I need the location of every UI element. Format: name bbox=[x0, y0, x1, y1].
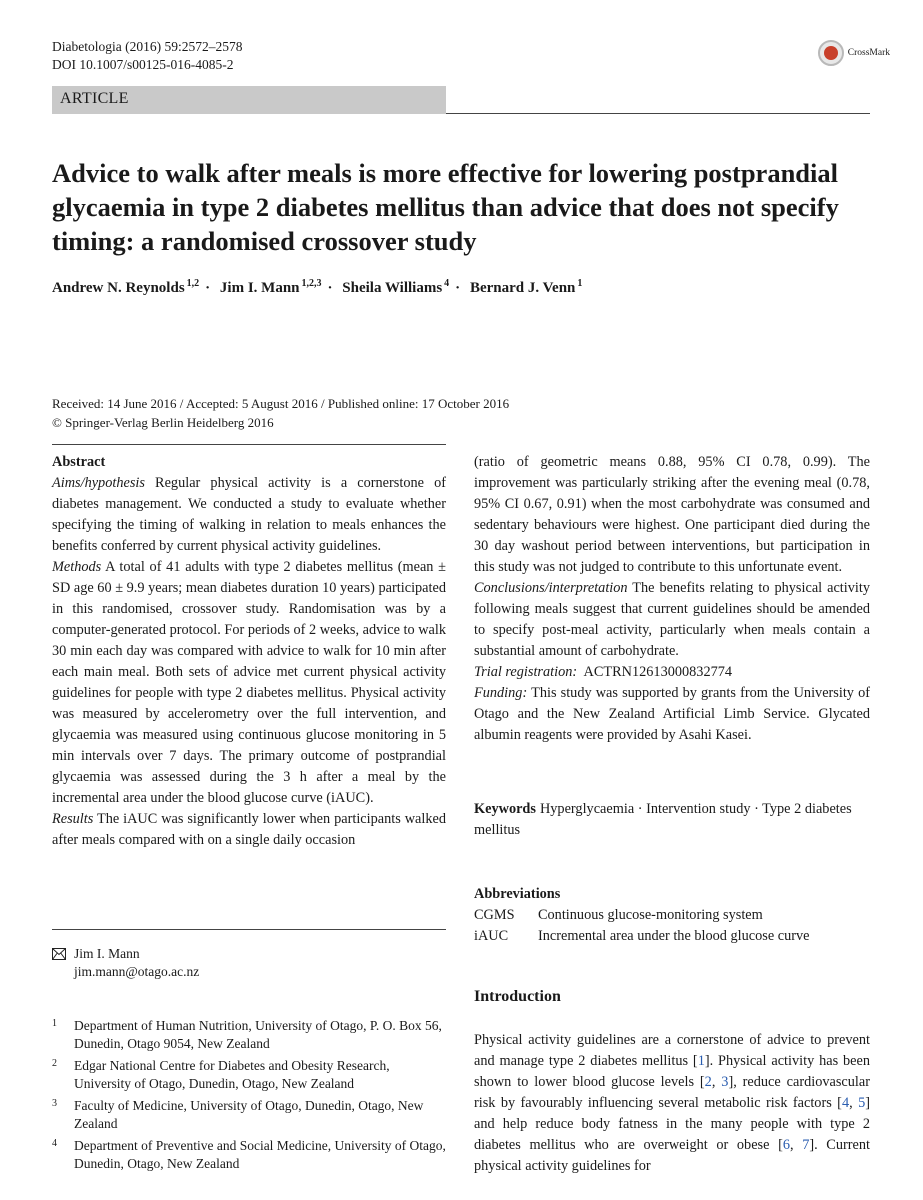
affiliation-footnote bbox=[52, 1137, 446, 1173]
affiliation-number: 4 bbox=[52, 1138, 57, 1149]
intro-text: , bbox=[849, 1095, 859, 1111]
keywords bbox=[474, 799, 870, 841]
header-rule bbox=[446, 113, 870, 114]
citation-link[interactable]: 6 bbox=[782, 1137, 790, 1153]
author-name[interactable]: Bernard J. Venn bbox=[469, 280, 576, 296]
journal-citation: Diabetologia (2016) 59:2572–2578 bbox=[52, 39, 243, 54]
abbreviation-row bbox=[474, 905, 870, 926]
intro-text: ]. Physical activity has been shown to lower blood glucose levels [ bbox=[474, 1053, 870, 1090]
footnote-rule bbox=[52, 929, 446, 930]
conclusions-text: The benefits relating to physical activity following meals suggest that current guidelines should be amended to specify post-meal activity, particularly when meals contain a substantial amount of carbohydrate. bbox=[474, 580, 870, 659]
crossmark-badge[interactable] bbox=[818, 40, 890, 66]
affiliation-number: 1 bbox=[52, 1018, 57, 1029]
affiliation-number: 2 bbox=[52, 1058, 57, 1069]
intro-text: ], reduce cardiovascular risk by favourably influencing several metabolic risk factors [ bbox=[474, 1074, 870, 1111]
crossmark-label: CrossMark bbox=[847, 48, 890, 58]
abstract-funding bbox=[474, 683, 870, 746]
author-name[interactable]: Jim I. Mann bbox=[219, 280, 300, 296]
journal-header bbox=[52, 38, 242, 74]
author-affiliation: 1 bbox=[577, 278, 583, 289]
author-affiliation: 1,2,3 bbox=[301, 278, 322, 289]
citation-link[interactable]: 5 bbox=[858, 1095, 866, 1111]
trial-text: ACTRN12613000832774 bbox=[577, 664, 733, 680]
abbreviation-term: iAUC bbox=[474, 928, 509, 944]
intro-text: , bbox=[711, 1074, 722, 1090]
keywords-text: Hyperglycaemia · Intervention study · Type 2 diabetes mellitus bbox=[474, 801, 852, 838]
corresponding-author bbox=[52, 945, 199, 981]
introduction-heading: Introduction bbox=[474, 988, 561, 1005]
abstract-heading: Abstract bbox=[52, 454, 106, 470]
intro-text: , bbox=[790, 1137, 803, 1153]
results-label: Results bbox=[52, 811, 94, 827]
methods-label: Methods bbox=[52, 559, 102, 575]
results-text: The iAUC was significantly lower when participants walked after meals compared with on a single daily occasion bbox=[52, 811, 446, 848]
abstract-results bbox=[52, 809, 446, 851]
publication-dates bbox=[52, 394, 509, 432]
author-list: Andrew N. Reynolds $^{1,2}$ · Jim I. Mann $^{1,2,3}$ · Sheila Williams $^4$ · Bernard J. Venn $^1$ bbox=[52, 278, 583, 296]
trial-label: Trial registration: bbox=[474, 664, 578, 680]
abbreviations-heading: Abbreviations bbox=[474, 886, 561, 902]
affiliation-text: Edgar National Centre for Diabetes and Obesity Research, University of Otago, Dunedin, Otago, New Zealand bbox=[74, 1058, 390, 1091]
affiliation-text: Faculty of Medicine, University of Otago, Dunedin, Otago, New Zealand bbox=[74, 1098, 424, 1131]
introduction-paragraph bbox=[474, 1030, 870, 1177]
affiliation-footnote bbox=[52, 1097, 446, 1133]
abstract-methods bbox=[52, 557, 446, 809]
abstract-rule bbox=[52, 444, 446, 445]
abstract-conclusions bbox=[474, 578, 870, 662]
affiliation-text: Department of Human Nutrition, University of Otago, P. O. Box 56, Dunedin, Otago 9054, New Zealand bbox=[74, 1018, 442, 1051]
keywords-label: Keywords bbox=[474, 801, 536, 817]
abbreviation-row bbox=[474, 926, 870, 947]
author-affiliation: 1,2 bbox=[186, 278, 200, 289]
affiliation-text: Department of Preventive and Social Medicine, University of Otago, Dunedin, Otago, New Zealand bbox=[74, 1138, 446, 1171]
doi[interactable]: DOI 10.1007/s00125-016-4085-2 bbox=[52, 57, 234, 72]
aims-text: Regular physical activity is a cornerstone of diabetes management. We conducted a study to evaluate whether specifying the timing of walking in relation to meals enhances the benefits conferred by current physical activity guidelines. bbox=[52, 475, 446, 554]
intro-text: ]. Current physical activity guidelines for bbox=[474, 1137, 870, 1174]
aims-label: Aims/hypothesis bbox=[52, 475, 145, 491]
affiliation-number: 3 bbox=[52, 1098, 57, 1109]
citation-link[interactable]: 3 bbox=[721, 1074, 729, 1090]
citation-link[interactable]: 2 bbox=[704, 1074, 712, 1090]
intro-text: ] and help reduce body fatness in the many people with type 2 diabetes mellitus who are overweight or obese [ bbox=[474, 1095, 870, 1153]
abbreviation-definition: Incremental area under the blood glucose curve bbox=[538, 928, 810, 944]
affiliation-footnote bbox=[52, 1017, 446, 1053]
crossmark-icon bbox=[818, 40, 844, 66]
abbreviation-term: CGMS bbox=[474, 907, 515, 923]
author-name[interactable]: Andrew N. Reynolds bbox=[52, 280, 185, 296]
abstract-trial bbox=[474, 662, 870, 683]
contact-email[interactable]: jim.mann@otago.ac.nz bbox=[74, 964, 200, 979]
funding-label: Funding: bbox=[474, 685, 528, 701]
dates-line: Received: 14 June 2016 / Accepted: 5 August 2016 / Published online: 17 October 2016 bbox=[52, 396, 510, 411]
envelope-icon bbox=[52, 948, 66, 960]
conclusions-label: Conclusions/interpretation bbox=[474, 580, 628, 596]
funding-text: This study was supported by grants from the University of Otago and the New Zealand Artificial Limb Service. Glycated albumin reagents were provided by Asahi Kasei. bbox=[474, 685, 870, 743]
abbreviation-definition: Continuous glucose-monitoring system bbox=[538, 907, 763, 923]
contact-name: Jim I. Mann bbox=[74, 946, 140, 961]
intro-text: Physical activity guidelines are a cornerstone of advice to prevent and manage type 2 diabetes mellitus [ bbox=[474, 1032, 870, 1069]
abstract-aims bbox=[52, 473, 446, 557]
abstract-right-column bbox=[474, 452, 870, 746]
abstract-left-column bbox=[52, 452, 446, 851]
author-affiliation: 4 bbox=[444, 278, 450, 289]
article-title: Advice to walk after meals is more effective for lowering postprandial glycaemia in type 2 diabetes mellitus than advice that does not specify timing: a randomised crossover study bbox=[52, 158, 839, 256]
author-name[interactable]: Sheila Williams bbox=[342, 280, 443, 296]
abbreviations bbox=[474, 884, 870, 947]
results-continued: (ratio of geometric means 0.88, 95% CI 0.78, 0.99). The improvement was particularly striking after the evening meal (0.78, 95% CI 0.67, 0.91) when the most carbohydrate was consumed and sedentary behaviours were highest. One participant died during the 30 day washout period between interventions, but participation in this study was not judged to contribute to this unfortunate event. bbox=[474, 454, 870, 575]
methods-text: A total of 41 adults with type 2 diabetes mellitus (mean ± SD age 60 ± 9.9 years; mean diabetes duration 10 years) participated in this randomised, crossover study. Randomisation was by a computer-generated protocol. For periods of 2 weeks, advice to walk 30 min each day was compared with advice to walk for 10 min after each main meal. Both sets of advice met current physical activity guidelines for people with type 2 diabetes mellitus. Physical activity was measured by accelerometry over the full intervention, and glycaemia was measured using continuous glucose monitoring in 5 min intervals over 7 days. The primary outcome of postprandial glycaemia was assessed during the 3 h after a meal by the incremental area under the blood glucose curve (iAUC). bbox=[52, 559, 446, 806]
affiliation-footnote bbox=[52, 1057, 446, 1093]
copyright: © Springer-Verlag Berlin Heidelberg 2016 bbox=[52, 415, 274, 430]
section-bar bbox=[52, 86, 446, 114]
citation-link[interactable]: 4 bbox=[841, 1095, 850, 1111]
citation-link[interactable]: 7 bbox=[802, 1137, 810, 1153]
section-label: ARTICLE bbox=[60, 90, 129, 107]
citation-link[interactable]: 1 bbox=[697, 1053, 705, 1069]
